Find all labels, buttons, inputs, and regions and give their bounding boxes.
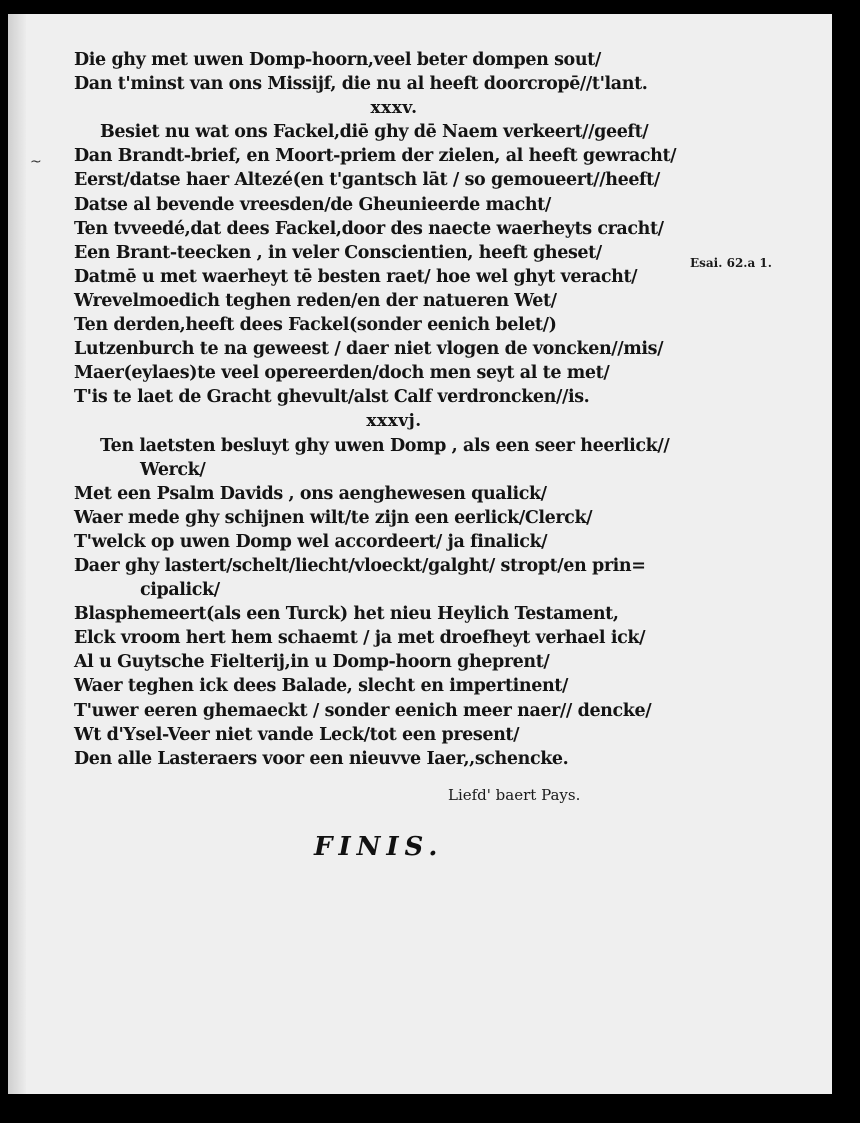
margin-mark: ~: [30, 154, 42, 170]
verse-line: T'is te laet de Gracht ghevult/alst Calf verdroncken//is.: [74, 387, 590, 408]
verse-line: Den alle Lasteraers voor een nieuvve Iaer,,schencke.: [74, 748, 569, 769]
verse-line: Waer mede ghy schijnen wilt/te zijn een eerlick/Clerck/: [74, 507, 593, 528]
verse-line: Die ghy met uwen Domp-hoorn,veel beter dompen sout/: [74, 50, 601, 70]
verse-line: Datmē u met waerheyt tē besten raet/ hoe wel ghyt veracht/: [74, 266, 638, 287]
verse-line: Met een Psalm Davids , ons aenghewesen qualick/: [74, 483, 547, 504]
verse-line: Daer ghy lastert/schelt/liecht/vloeckt/galght/ stropt/en prin=: [74, 555, 646, 576]
verse-line: Dan Brandt-brief, en Moort-priem der zielen, al heeft gewracht/: [74, 146, 677, 167]
finis-mark: FINIS.: [314, 832, 444, 862]
verse-line: Ten tvveedé,dat dees Fackel,door des naecte waerheyts cracht/: [74, 218, 664, 239]
verse-line: Datse al bevende vreesden/de Gheunieerde macht/: [74, 194, 551, 215]
poem-text: [74, 48, 714, 771]
verse-line: cipalick/: [140, 580, 220, 601]
verse-line: T'uwer eeren ghemaeckt / sonder eenich meer naer// dencke/: [74, 700, 652, 721]
verse-line: Al u Guytsche Fielterij,in u Domp-hoorn gheprent/: [74, 652, 550, 673]
verse-line: Besiet nu wat ons Fackel,diē ghy dē Naem verkeert//geeft/: [100, 122, 649, 143]
verse-line: Wrevelmoedich teghen reden/en der natueren Wet/: [74, 290, 557, 311]
verse-line: T'welck op uwen Domp wel accordeert/ ja finalick/: [74, 531, 548, 552]
verse-line: Ten derden,heeft dees Fackel(sonder eenich belet/): [74, 315, 557, 336]
verse-line: Eerst/datse haer Altezé(en t'gantsch lāt / so gemoueert//heeft/: [74, 170, 660, 191]
motto-signature: Liefd' baert Pays.: [448, 786, 581, 804]
verse-line: Elck vroom hert hem schaemt / ja met droefheyt verhael ick/: [74, 628, 646, 649]
verse-line: Blasphemeert(als een Turck) het nieu Heylich Testament,: [74, 604, 619, 625]
verse-line: Ten laetsten besluyt ghy uwen Domp , als een seer heerlick//: [100, 435, 670, 456]
page-gutter: [8, 14, 26, 1094]
verse-line: Maer(eylaes)te veel opereerden/doch men seyt al te met/: [74, 363, 610, 384]
stanza-number: xxxvj.: [366, 411, 422, 432]
verse-line: Lutzenburch te na geweest / daer niet vlogen de voncken//mis/: [74, 339, 664, 360]
verse-line: Werck/: [140, 459, 206, 480]
book-page: [8, 14, 832, 1094]
verse-line: Waer teghen ick dees Balade, slecht en impertinent/: [74, 676, 568, 697]
verse-line: Een Brant-teecken , in veler Conscientien, heeft gheset/: [74, 242, 602, 263]
stanza-number: xxxv.: [370, 98, 418, 119]
verse-line: Dan t'minst van ons Missijf, die nu al heeft doorcropē//t'lant.: [74, 74, 648, 95]
verse-line: Wt d'Ysel-Veer niet vande Leck/tot een present/: [74, 724, 520, 745]
margin-note-reference: Esai. 62.a 1.: [690, 256, 772, 270]
